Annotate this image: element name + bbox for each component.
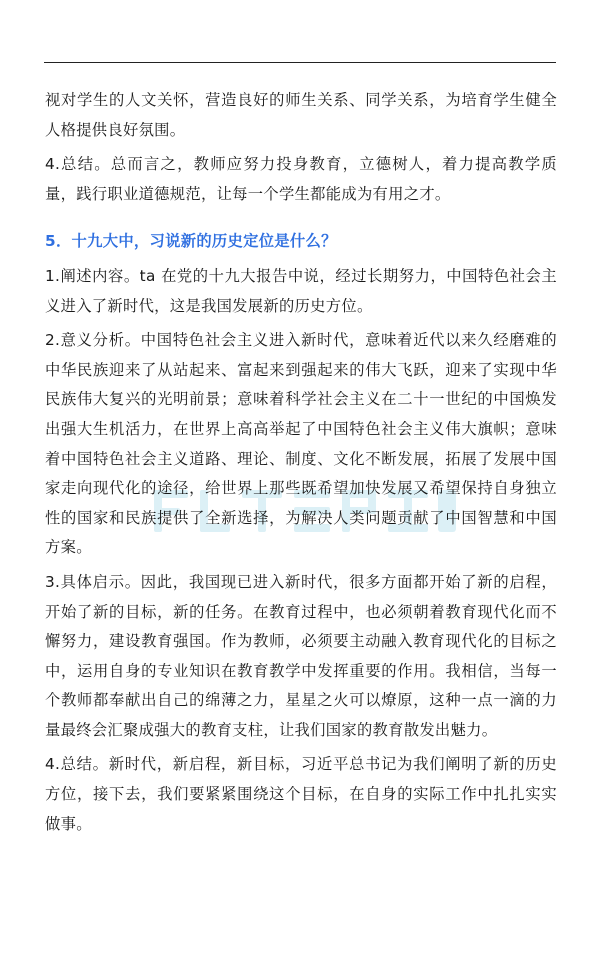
paragraph: 4.总结。总而言之，教师应努力投身教育，立德树人，着力提高教学质量，践行职业道德规范，让每一个学生都能成为有用之才。: [45, 155, 557, 203]
document-body: [45, 86, 557, 839]
paragraph: 2.意义分析。中国特色社会主义进入新时代，意味着近代以来久经磨难的中华民族迎来了从站起来、富起来到强起来的伟大飞跃，迎来了实现中华民族伟大复兴的光明前景；意味着科学社会主义在二十一世纪的中国焕发出强大生机活力，在世界上高高举起了中国特色社会主义伟大旗帜；意味着中国特色社会主义道路、理论、制度、文化不断发展，拓展了发展中国家走向现代化的途径，给世界上那些既希望加快发展又希望保持自身独立性的国家和民族提供了全新选择，为解决人类问题贡献了中国智慧和中国方案。: [45, 331, 557, 557]
paragraph: 4.总结。新时代，新启程，新目标，习近平总书记为我们阐明了新的历史方位，接下去，我们要紧紧围绕这个目标，在自身的实际工作中扎扎实实做事。: [45, 755, 557, 833]
section-heading: 5．十九大中，习说新的历史定位是什么？: [45, 232, 337, 251]
paragraph: 1.阐述内容。ta 在党的十九大报告中说，经过长期努力，中国特色社会主义进入了新时代，这是我国发展新的历史方位。: [45, 266, 557, 315]
header-divider: [44, 62, 556, 63]
paragraph: 视对学生的人文关怀，营造良好的师生关系、同学关系，为培育学生健全人格提供良好氛围。: [45, 91, 557, 139]
paragraph: 3.具体启示。因此，我国现已进入新时代，很多方面都开始了新的启程，开始了新的目标，新的任务。在教育过程中，也必须朝着教育现代化而不懈努力，建设教育强国。作为教师，必须要主动融入教育现代化的目标之中，运用自身的专业知识在教育教学中发挥重要的作用。我相信，当每一个教师都奉献出自己的绵薄之力，星星之火可以燎原，这种一点一滴的力量最终会汇聚成强大的教育支柱，让我们国家的教育散发出魅力。: [45, 572, 557, 739]
